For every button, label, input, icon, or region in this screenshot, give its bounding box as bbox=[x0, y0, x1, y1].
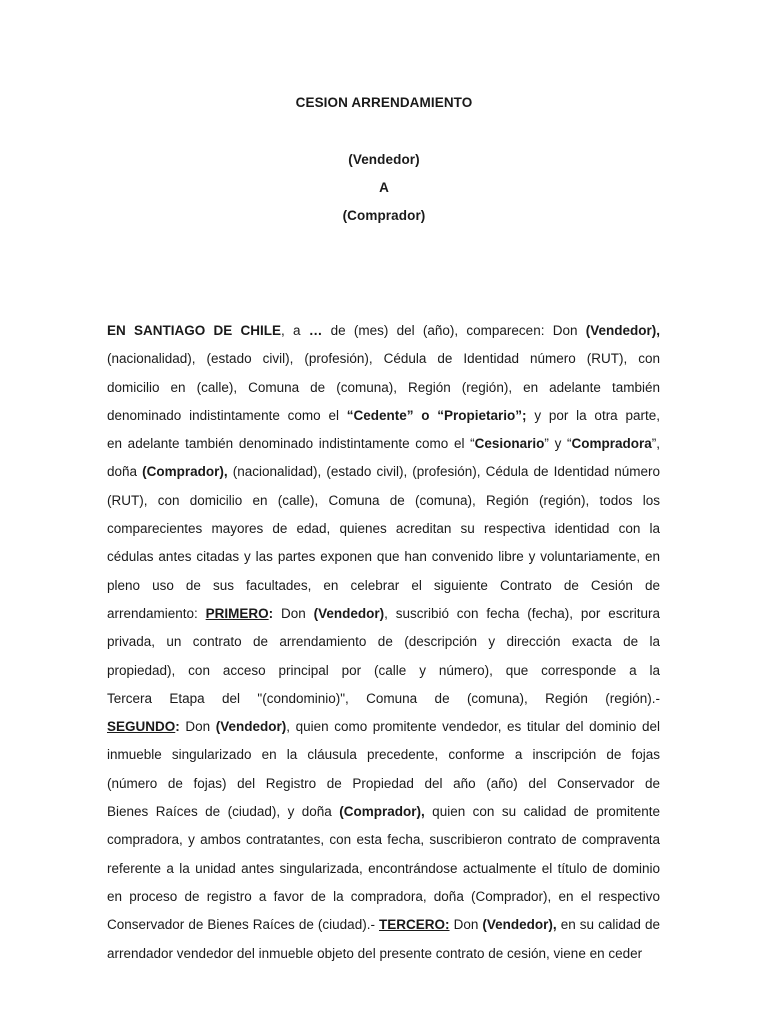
text-segment: arrendamiento: bbox=[107, 605, 206, 621]
text-segment: , suscribió con fecha (fecha), por escritura bbox=[384, 605, 660, 621]
text-segment: … bbox=[308, 323, 323, 338]
text-segment: en adelante también denominado indistintamente como el “ bbox=[107, 436, 475, 452]
text-segment: quien con su calidad de promitente bbox=[424, 804, 660, 820]
text-segment: (Comprador), bbox=[142, 464, 228, 480]
text-segment: Compradora bbox=[571, 436, 652, 452]
text-segment: arrendador vendedor del inmueble objeto del presente contrato de cesión, viene en ceder bbox=[107, 945, 643, 961]
text-segment: doña bbox=[107, 464, 143, 480]
body-line bbox=[107, 657, 660, 685]
body-line bbox=[107, 628, 660, 656]
text-segment: (RUT), con domicilio en (calle), Comuna de (comuna), Región (región), todos los bbox=[107, 492, 660, 508]
text-segment: (Vendedor), bbox=[482, 917, 557, 933]
text-segment: inmueble singularizado en la cláusula precedente, conforme a inscripción de fojas bbox=[107, 747, 660, 763]
text-segment: , a bbox=[281, 323, 309, 338]
body-line bbox=[107, 458, 660, 486]
body-line bbox=[107, 798, 660, 826]
text-segment: comparecientes mayores de edad, quienes acreditan su respectiva identidad con la bbox=[107, 521, 660, 537]
text-segment: (nacionalidad), (estado civil), (profesión), Cédula de Identidad número (RUT), con bbox=[107, 351, 660, 367]
text-segment: cédulas antes citadas y las partes exponen que han convenido libre y voluntariamente, en bbox=[107, 549, 660, 565]
text-segment: domicilio en (calle), Comuna de (comuna), Región (región), en adelante también bbox=[107, 379, 660, 395]
text-segment: propiedad), con acceso principal por (calle y número), que corresponde a la bbox=[107, 662, 660, 678]
text-segment: Tercera Etapa del "(condominio)", Comuna de (comuna), Región (región).- bbox=[107, 690, 660, 706]
body-line bbox=[107, 855, 660, 883]
text-segment: Bienes Raíces de (ciudad), y doña bbox=[107, 804, 340, 820]
text-segment: Cesionario bbox=[474, 436, 545, 452]
party-b-heading: (Comprador) bbox=[342, 208, 426, 223]
text-segment: referente a la unidad antes singularizada, encontrándose actualmente el título de dominio bbox=[107, 860, 660, 876]
text-segment: , quien como promitente vendedor, es titular del dominio del bbox=[286, 719, 660, 735]
text-segment: Don bbox=[449, 917, 483, 933]
body-line bbox=[107, 572, 660, 600]
body-line bbox=[107, 345, 660, 373]
body-line bbox=[107, 685, 660, 713]
text-segment: (Vendedor) bbox=[313, 605, 385, 621]
text-segment: : bbox=[175, 719, 180, 735]
body-line bbox=[107, 713, 660, 741]
text-segment: en proceso de registro a favor de la compradora, doña (Comprador), en el respectivo bbox=[107, 888, 660, 904]
body-line bbox=[107, 770, 660, 798]
connector-heading: A bbox=[379, 180, 389, 195]
text-segment: Conservador de Bienes Raíces de (ciudad).- bbox=[107, 917, 380, 933]
clause-heading: PRIMERO bbox=[205, 605, 269, 621]
text-segment: Don bbox=[273, 605, 314, 621]
text-segment: Don bbox=[179, 719, 216, 735]
clause-heading: SEGUNDO bbox=[107, 719, 176, 735]
body-line bbox=[107, 374, 660, 402]
text-segment: (Comprador), bbox=[339, 804, 425, 820]
body-line bbox=[107, 826, 660, 854]
text-segment: compradora, y ambos contratantes, con esta fecha, suscribieron contrato de compraventa bbox=[107, 832, 660, 848]
text-segment: de (mes) del (año), comparecen: Don bbox=[322, 323, 586, 338]
body-line bbox=[107, 940, 660, 968]
text-segment: denominado indistintamente como el bbox=[107, 407, 347, 423]
text-segment: en su calidad de bbox=[556, 917, 660, 933]
text-segment: (nacionalidad), (estado civil), (profesión), Cédula de Identidad número bbox=[227, 464, 660, 480]
body-line bbox=[107, 543, 660, 571]
text-segment: (número de fojas) del Registro de Propiedad del año (año) del Conservador de bbox=[107, 775, 660, 791]
body-line bbox=[107, 600, 660, 628]
body-line bbox=[107, 430, 660, 458]
body-line bbox=[107, 741, 660, 769]
body-line bbox=[107, 317, 660, 345]
text-segment: EN SANTIAGO DE CHILE bbox=[107, 323, 282, 338]
text-segment: privada, un contrato de arrendamiento de (descripción y dirección exacta de la bbox=[107, 634, 660, 650]
text-segment: y por la otra parte, bbox=[526, 407, 660, 423]
text-segment: (Vendedor), bbox=[585, 323, 660, 338]
body-line bbox=[107, 487, 660, 515]
text-segment: pleno uso de sus facultades, en celebrar el siguiente Contrato de Cesión de bbox=[107, 577, 660, 593]
body-line bbox=[107, 883, 660, 911]
contract-body bbox=[107, 317, 660, 968]
text-segment: ”, bbox=[651, 436, 660, 452]
text-segment: “Cedente” o “Propietario”; bbox=[346, 407, 527, 423]
document-title: CESION ARRENDAMIENTO bbox=[295, 95, 473, 110]
text-segment: ” y “ bbox=[544, 436, 572, 452]
text-segment: : bbox=[268, 605, 274, 621]
text-segment: (Vendedor) bbox=[215, 719, 287, 735]
body-line bbox=[107, 402, 660, 430]
body-line bbox=[107, 911, 660, 939]
party-a-heading: (Vendedor) bbox=[348, 152, 420, 167]
clause-heading: TERCERO: bbox=[379, 917, 450, 933]
body-line bbox=[107, 515, 660, 543]
